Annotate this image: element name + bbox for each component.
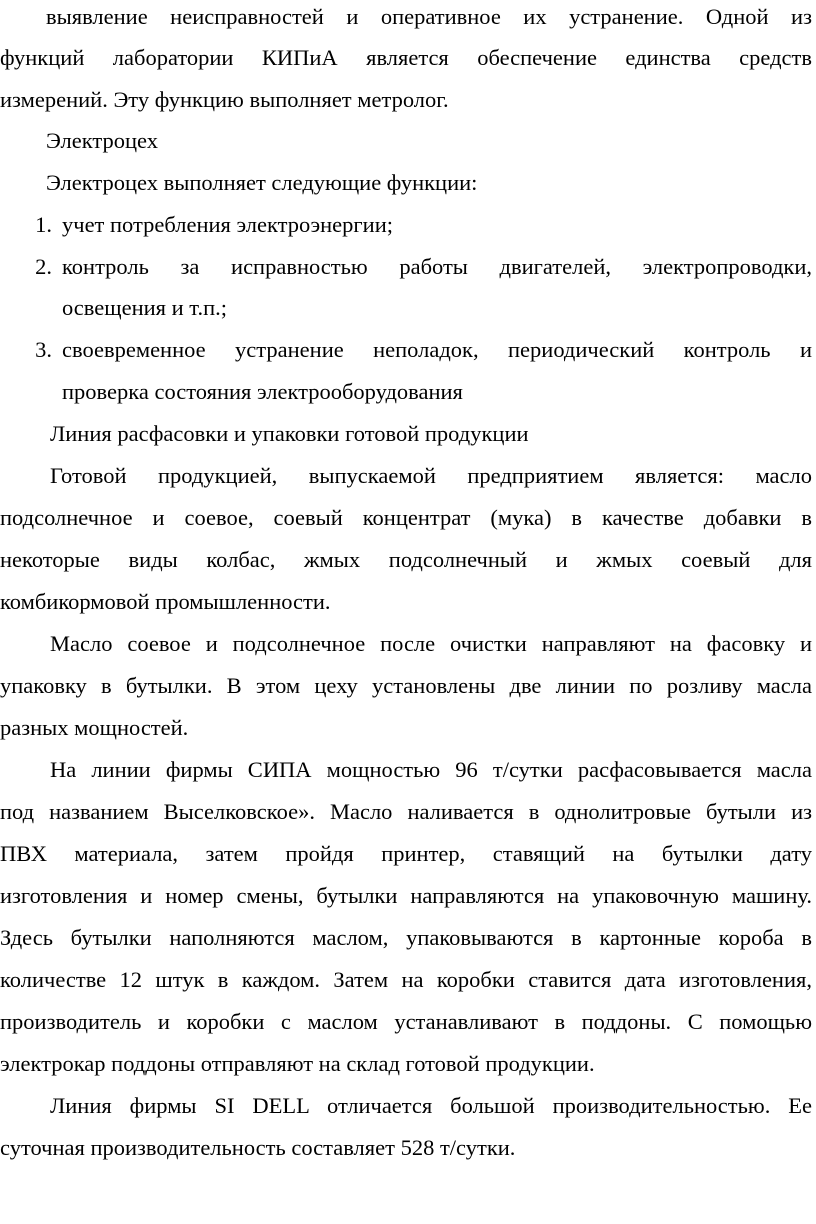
text-line: ПВХ материала, затем пройдя принтер, ставящий на бутылки дату — [0, 841, 812, 866]
text-line: Электроцех выполняет следующие функции: — [46, 170, 478, 195]
text-line: производитель и коробки с маслом устанавливают в поддоны. С помощью — [0, 1009, 812, 1034]
section-heading: Электроцех — [46, 128, 158, 153]
text-line: некоторые виды колбас, жмых подсолнечный и жмых соевый для — [0, 547, 812, 572]
text-line: Готовой продукцией, выпускаемой предприятием является: масло — [50, 463, 812, 488]
list-number: 1. — [35, 212, 52, 237]
list-number: 3. — [35, 337, 52, 362]
text-line: упаковку в бутылки. В этом цеху установлены две линии по розливу масла — [0, 673, 812, 698]
list-item: контроль за исправностью работы двигателей, электропроводки, — [62, 254, 812, 279]
text-line: измерений. Эту функцию выполняет метролог. — [0, 87, 449, 112]
text-line: разных мощностей. — [0, 715, 189, 740]
text-line: электрокар поддоны отправляют на склад готовой продукции. — [0, 1051, 595, 1076]
list-item: своевременное устранение неполадок, периодический контроль и — [62, 337, 812, 362]
text-line: изготовления и номер смены, бутылки направляются на упаковочную машину. — [0, 883, 812, 908]
text-line: количестве 12 штук в каждом. Затем на коробки ставится дата изготовления, — [0, 967, 812, 992]
list-number: 2. — [35, 254, 52, 279]
text-line: суточная производительность составляет 528 т/сутки. — [0, 1135, 516, 1160]
text-line: функций лаборатории КИПиА является обеспечение единства средств — [0, 45, 812, 70]
list-item: учет потребления электроэнергии; — [62, 212, 393, 237]
list-item-continuation: освещения и т.п.; — [62, 295, 227, 320]
text-line: На линии фирмы СИПА мощностью 96 т/сутки расфасовывается масла — [50, 757, 812, 782]
list-item-continuation: проверка состояния электрооборудования — [62, 379, 463, 404]
text-line: выявление неисправностей и оперативное их устранение. Одной из — [46, 4, 812, 29]
text-line: Масло соевое и подсолнечное после очистки направляют на фасовку и — [50, 631, 812, 656]
text-line: комбикормовой промышленности. — [0, 589, 331, 614]
text-line: под названием Выселковское». Масло наливается в однолитровые бутыли из — [0, 799, 812, 824]
text-line: Здесь бутылки наполняются маслом, упаковываются в картонные короба в — [0, 925, 812, 950]
text-line: Линия фирмы SI DELL отличается большой производительностью. Ее — [50, 1093, 812, 1118]
section-heading: Линия расфасовки и упаковки готовой продукции — [50, 421, 529, 446]
text-line: подсолнечное и соевое, соевый концентрат (мука) в качестве добавки в — [0, 505, 812, 530]
